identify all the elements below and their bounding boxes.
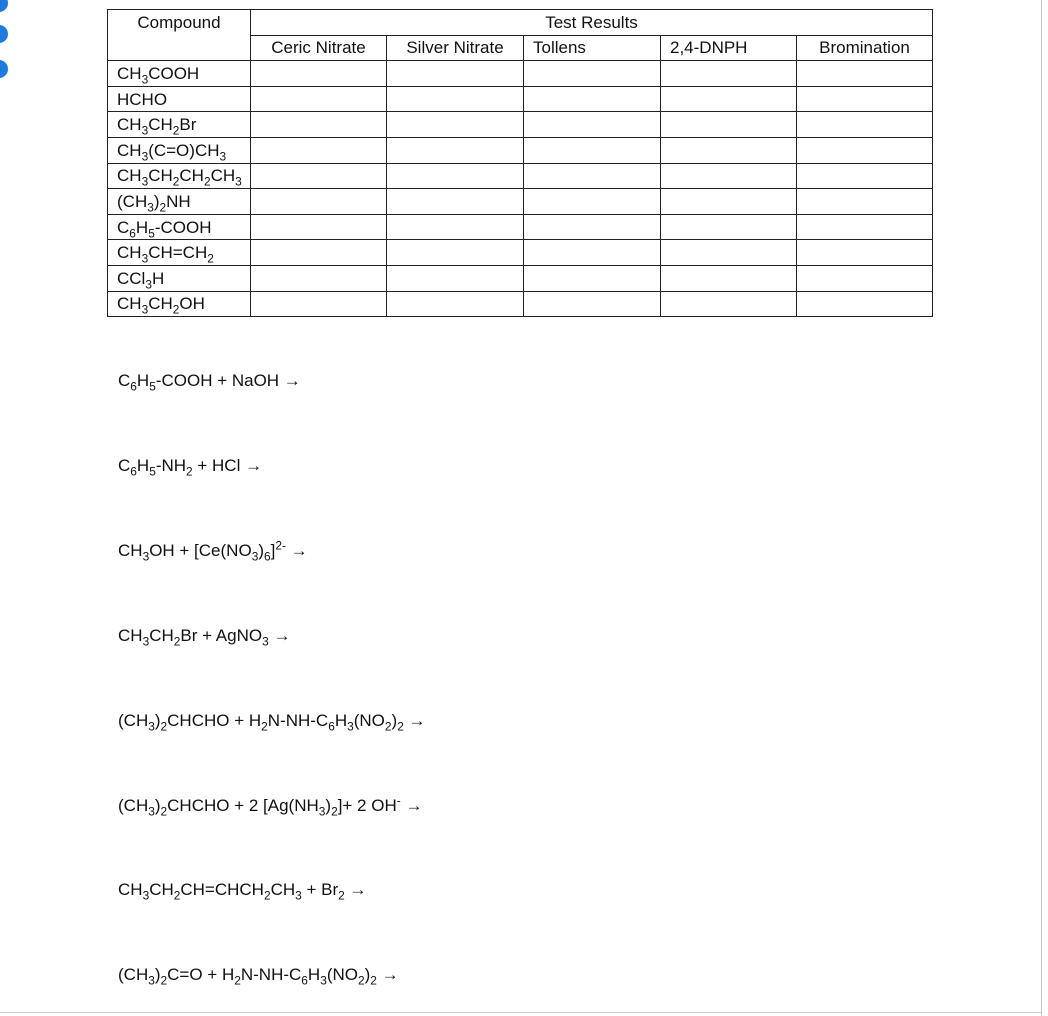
table-row — [108, 86, 933, 112]
result-cell[interactable] — [387, 189, 524, 215]
result-cell[interactable] — [797, 112, 933, 138]
column-silver-nitrate: Silver Nitrate — [387, 35, 524, 61]
table-row — [108, 189, 933, 215]
reaction-equation: $C_6H_5$-COOH + NaOH → — [118, 371, 301, 394]
result-cell[interactable] — [797, 86, 933, 112]
reaction-equation: $CH_3OH + [Ce(NO_3)_6]^{2-}$ → — [118, 538, 308, 564]
result-cell[interactable] — [661, 61, 797, 87]
result-cell[interactable] — [661, 189, 797, 215]
result-cell[interactable] — [524, 61, 661, 87]
result-cell[interactable] — [251, 214, 387, 240]
result-cell[interactable] — [387, 163, 524, 189]
result-cell[interactable] — [661, 86, 797, 112]
result-cell[interactable] — [387, 214, 524, 240]
column-tollens: Tollens — [524, 35, 661, 61]
compound-cell: $CH_3CH_2Br$ — [108, 112, 251, 138]
result-cell[interactable] — [251, 240, 387, 266]
result-cell[interactable] — [524, 163, 661, 189]
result-cell[interactable] — [524, 291, 661, 317]
compound-cell: $CH_3(C=O)CH_3$ — [108, 137, 251, 163]
result-cell[interactable] — [797, 137, 933, 163]
compound-cell: $CH_3CH=CH_2$ — [108, 240, 251, 266]
test-results-table — [107, 9, 933, 317]
reaction-equation: $(CH_3)_2CHCHO + 2$ $[Ag(NH_3)_2]+ 2$ OH- → — [118, 793, 423, 819]
table-row — [108, 163, 933, 189]
result-cell[interactable] — [797, 189, 933, 215]
compound-cell: $C_6H_5$-COOH — [108, 214, 251, 240]
result-cell[interactable] — [661, 265, 797, 291]
result-cell[interactable] — [661, 112, 797, 138]
reaction-equation: $(CH_3)_2CHCHO + H_2N-NH-C_6H_3(NO_2)_2$ → — [118, 711, 426, 734]
result-cell[interactable] — [661, 214, 797, 240]
result-cell[interactable] — [661, 137, 797, 163]
result-cell[interactable] — [797, 214, 933, 240]
result-cell[interactable] — [387, 137, 524, 163]
test-results-header: Test Results — [251, 10, 933, 36]
compound-cell: $CH_3CH_2OH$ — [108, 291, 251, 317]
result-cell[interactable] — [524, 240, 661, 266]
table-row — [108, 240, 933, 266]
page-edge — [0, 1012, 1042, 1013]
compound-cell: $CH_3COOH$ — [108, 61, 251, 87]
table-body — [108, 10, 933, 317]
table-row — [108, 137, 933, 163]
table-row — [108, 291, 933, 317]
result-cell[interactable] — [524, 189, 661, 215]
result-cell[interactable] — [524, 214, 661, 240]
result-cell[interactable] — [661, 163, 797, 189]
result-cell[interactable] — [387, 112, 524, 138]
column-bromination: Bromination — [797, 35, 933, 61]
compound-cell: HCHO — [108, 86, 251, 112]
result-cell[interactable] — [797, 163, 933, 189]
reaction-equation: $C_6H_5-NH_2$ + HCl → — [118, 456, 263, 479]
compound-header: Compound — [108, 10, 251, 61]
reaction-equation: $(CH_3)_2C=O + H_2N-NH-C_6H_3(NO_2)_2$ → — [118, 965, 399, 988]
result-cell[interactable] — [251, 265, 387, 291]
result-cell[interactable] — [797, 61, 933, 87]
result-cell[interactable] — [797, 291, 933, 317]
result-cell[interactable] — [251, 189, 387, 215]
result-cell[interactable] — [251, 61, 387, 87]
result-cell[interactable] — [797, 265, 933, 291]
page-edge — [1041, 0, 1042, 1016]
compound-cell: $(CH_3)_2NH$ — [108, 189, 251, 215]
compound-cell: $CH_3CH_2CH_2CH_3$ — [108, 163, 251, 189]
result-cell[interactable] — [251, 112, 387, 138]
table-row — [108, 112, 933, 138]
column-dnph: 2,4-DNPH — [661, 35, 797, 61]
result-cell[interactable] — [387, 86, 524, 112]
result-cell[interactable] — [524, 112, 661, 138]
result-cell[interactable] — [251, 86, 387, 112]
compound-cell: CCl$_3$H — [108, 265, 251, 291]
result-cell[interactable] — [387, 291, 524, 317]
result-cell[interactable] — [524, 86, 661, 112]
result-cell[interactable] — [387, 265, 524, 291]
result-cell[interactable] — [387, 240, 524, 266]
reaction-equation: $CH_3CH_2Br$ + AgNO$_3$ → — [118, 626, 291, 649]
result-cell[interactable] — [661, 240, 797, 266]
result-cell[interactable] — [387, 61, 524, 87]
result-cell[interactable] — [661, 291, 797, 317]
reaction-equation: $CH_3CH_2CH=CHCH_2CH_3 + Br_2$ → — [118, 880, 367, 903]
margin-marker[interactable] — [0, 60, 8, 78]
header-row — [108, 10, 933, 36]
margin-marker[interactable] — [0, 25, 8, 43]
column-ceric-nitrate: Ceric Nitrate — [251, 35, 387, 61]
result-cell[interactable] — [251, 137, 387, 163]
margin-marker[interactable] — [0, 0, 8, 12]
table-row — [108, 61, 933, 87]
result-cell[interactable] — [524, 265, 661, 291]
table-row — [108, 265, 933, 291]
result-cell[interactable] — [251, 291, 387, 317]
table-row — [108, 214, 933, 240]
result-cell[interactable] — [251, 163, 387, 189]
result-cell[interactable] — [797, 240, 933, 266]
result-cell[interactable] — [524, 137, 661, 163]
